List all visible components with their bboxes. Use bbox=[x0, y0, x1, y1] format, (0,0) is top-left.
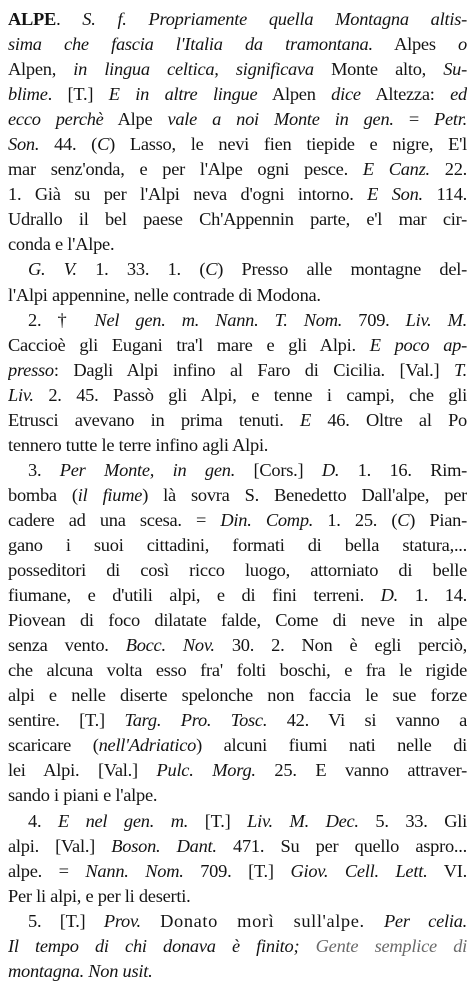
entry-text-segment: 1. 33. 1. ( bbox=[76, 259, 206, 280]
entry-text-segment: alpi e nelle diserte spelonche non faccia le sue forze bbox=[8, 685, 467, 706]
entry-text-segment: 42. Vi si vanno a bbox=[267, 710, 467, 731]
entry-text-segment: Boson. Dant. bbox=[111, 835, 217, 856]
entry-text-segment: ed bbox=[450, 84, 467, 105]
entry-line bbox=[8, 433, 467, 458]
entry-line bbox=[8, 683, 467, 708]
entry-text-segment: G. V. bbox=[28, 259, 77, 280]
entry-text-segment: Nel gen. m. Nann. T. Nom. bbox=[94, 309, 343, 330]
entry-text-segment: Liv. M. bbox=[405, 309, 467, 330]
entry-text-segment: alpi. [Val.] bbox=[8, 835, 112, 856]
entry-line bbox=[8, 308, 467, 333]
entry-text-segment: gano i suoi cittadini, formati di bella statura,... bbox=[8, 534, 467, 555]
entry-text-segment: C bbox=[205, 259, 218, 280]
entry-text-segment: ) Lasso, le nevi fien tiepide e nigre, E'l bbox=[109, 134, 467, 155]
entry-line bbox=[8, 483, 467, 508]
entry-text-segment: 709. [T.] bbox=[183, 860, 291, 881]
entry-text-segment: ) alcuni fiumi nati nelle di bbox=[196, 735, 467, 756]
entry-text-segment: tennero tutte le terre infino agli Alpi. bbox=[8, 434, 269, 455]
entry-text-segment: Per celia. bbox=[383, 910, 467, 931]
entry-line bbox=[8, 884, 467, 909]
entry-text-segment: Liv. bbox=[8, 384, 34, 405]
entry-text-segment: . [T.] bbox=[47, 84, 109, 105]
entry-text-segment: 4. bbox=[28, 810, 58, 831]
entry-text-segment: Din. Comp. bbox=[220, 509, 314, 530]
entry-text-segment: Targ. Pro. Tosc. bbox=[124, 710, 268, 731]
entry-text-segment: Alpe bbox=[103, 109, 168, 130]
entry-text-segment: sentire. [T.] bbox=[8, 710, 125, 731]
entry-text-segment: Pulc. Morg. bbox=[156, 760, 256, 781]
entry-text-segment: sando i piani e l'alpe. bbox=[8, 785, 158, 806]
entry-text-segment: Petr. bbox=[434, 109, 467, 130]
entry-line bbox=[8, 633, 467, 658]
entry-text-segment: dice bbox=[331, 84, 361, 105]
entry-text-segment: Donato morì sull'alpe. bbox=[140, 910, 384, 931]
entry-text-segment: E in altre lingue bbox=[108, 84, 258, 105]
entry-line bbox=[8, 32, 467, 57]
entry-text-segment: T. bbox=[454, 359, 467, 380]
entry-line bbox=[8, 558, 467, 583]
entry-text-segment: 1. 16. Rim- bbox=[339, 459, 467, 480]
entry-text-segment: E poco ap- bbox=[369, 334, 467, 355]
entry-text-segment: montagna. Non usit. bbox=[8, 960, 153, 981]
entry-text-segment: C bbox=[397, 509, 410, 530]
entry-text-segment: Prov. bbox=[103, 910, 141, 931]
entry-text-segment: 25. E vanno attraver- bbox=[255, 760, 467, 781]
entry-text-segment: : Dagli Alpi infino al Faro di Cicilia. [Val.] bbox=[53, 359, 455, 380]
headword: ALPE bbox=[8, 9, 57, 29]
entry-line bbox=[8, 458, 467, 483]
entry-text-segment: sima che fascia l'Italia da tramontana. bbox=[8, 34, 373, 55]
entry-line bbox=[8, 408, 467, 433]
entry-line bbox=[8, 859, 467, 884]
entry-line bbox=[8, 834, 467, 859]
entry-text-segment: Liv. M. Dec. bbox=[247, 810, 359, 831]
entry-text-segment: 2. † bbox=[28, 309, 95, 330]
entry-text-segment: 30. 2. Non è egli perciò, bbox=[214, 635, 467, 656]
entry-text-segment: Alpen, bbox=[8, 59, 74, 80]
entry-line bbox=[8, 82, 467, 107]
entry-text-segment: 471. Su per quello aspro... bbox=[216, 835, 467, 856]
entry-text-segment: D. bbox=[380, 585, 399, 606]
entry-text-segment: Caccioè gli Eugani tra'l mare e gli Alpi. bbox=[8, 334, 370, 355]
entry-text-segment: [Cors.] bbox=[235, 459, 322, 480]
entry-text-segment: in lingua celtica, significava bbox=[73, 59, 314, 80]
entry-text-segment: C bbox=[97, 134, 110, 155]
entry-text-segment: Udrallo il bel paese Ch'Appennin parte, e'l mar cir- bbox=[8, 209, 467, 230]
entry-line bbox=[8, 608, 467, 633]
entry-text-segment: Il tempo di chi donava è finito; bbox=[8, 935, 316, 956]
entry-text-segment: E bbox=[299, 409, 311, 430]
entry-text-segment: 1. Già su per l'Alpi neva d'ogni intorno. bbox=[8, 184, 368, 205]
entry-text-segment: 1. 25. ( bbox=[313, 509, 398, 530]
entry-text-segment: presso bbox=[8, 359, 54, 380]
entry-line bbox=[8, 533, 467, 558]
entry-line bbox=[8, 583, 467, 608]
entry-text-segment: bomba ( bbox=[8, 484, 78, 505]
entry-text-segment: Gente semplice di bbox=[315, 935, 467, 956]
entry-text-segment: Son. bbox=[8, 134, 40, 155]
entry-text-segment: ) Pian- bbox=[409, 509, 467, 530]
entry-line bbox=[8, 283, 467, 308]
entry-text-segment: Su- bbox=[443, 59, 467, 80]
entry-line bbox=[8, 733, 467, 758]
entry-line bbox=[8, 207, 467, 232]
dictionary-entry-alpe bbox=[8, 7, 467, 984]
entry-text-segment: nell'Adriatico bbox=[98, 735, 197, 756]
entry-text-segment: che alcuna volta esso fra' folti boschi, e fra le rigide bbox=[8, 660, 467, 681]
entry-text-segment: Alpen bbox=[257, 84, 332, 105]
entry-line bbox=[8, 182, 467, 207]
entry-text-segment: 5. [T.] bbox=[28, 910, 104, 931]
entry-text-segment: Per li alpi, e per li deserti. bbox=[8, 885, 191, 906]
entry-text-segment: ) là sovra S. Benedetto Dall'alpe, per bbox=[142, 484, 467, 505]
entry-line bbox=[8, 383, 467, 408]
entry-text-segment: 5. 33. Gli bbox=[358, 810, 467, 831]
entry-text-segment: ecco perchè bbox=[8, 109, 104, 130]
entry-text-segment: mar senz'onda, e per l'Alpe ogni pesce. bbox=[8, 159, 363, 180]
entry-text-segment: Piovean di foco dilatate falde, Come di neve in alpe bbox=[8, 610, 467, 631]
entry-text-segment: 1. 14. bbox=[398, 585, 467, 606]
entry-line bbox=[8, 232, 467, 257]
entry-line bbox=[8, 107, 467, 132]
entry-line bbox=[8, 934, 467, 959]
entry-line bbox=[8, 783, 467, 808]
entry-text-segment: S. f. Propriamente quella Montagna altis- bbox=[82, 9, 467, 29]
entry-text-segment: E nel gen. m. bbox=[57, 810, 189, 831]
entry-line bbox=[8, 758, 467, 783]
entry-text-segment: 44. ( bbox=[39, 134, 98, 155]
entry-line bbox=[8, 333, 467, 358]
entry-line bbox=[8, 132, 467, 157]
entry-text-segment: 114. bbox=[422, 184, 467, 205]
entry-line bbox=[8, 658, 467, 683]
entry-text-segment: fiumane, e d'utili alpi, e di fini terreni. bbox=[8, 585, 381, 606]
entry-text-segment: alpe. = bbox=[8, 860, 86, 881]
entry-text-segment: . bbox=[56, 9, 83, 29]
entry-text-segment: 2. 45. Passò gli Alpi, e tenne i campi, che gli bbox=[33, 384, 467, 405]
entry-line bbox=[8, 909, 467, 934]
entry-text-segment: Monte alto, bbox=[313, 59, 444, 80]
entry-text-segment: Nann. Nom. bbox=[85, 860, 184, 881]
entry-text-segment: 3. bbox=[28, 459, 60, 480]
entry-text-segment: senza vento. bbox=[8, 635, 126, 656]
entry-line bbox=[8, 57, 467, 82]
entry-line bbox=[8, 157, 467, 182]
entry-text-segment: 46. Oltre al Po bbox=[310, 409, 467, 430]
entry-text-segment: 22. bbox=[429, 159, 467, 180]
entry-line bbox=[8, 257, 467, 282]
entry-text-segment: [T.] bbox=[188, 810, 248, 831]
entry-text-segment: posseditori di così ricco luogo, attorniato di belle bbox=[8, 560, 467, 581]
entry-text-segment: VI. bbox=[427, 860, 467, 881]
entry-line bbox=[8, 809, 467, 834]
entry-text-segment: cadere ad una scesa. = bbox=[8, 509, 221, 530]
entry-text-segment: Altezza: bbox=[360, 84, 451, 105]
entry-line bbox=[8, 708, 467, 733]
entry-text-segment: Etrusci avevano in prima tenuti. bbox=[8, 409, 300, 430]
entry-text-segment: 709. bbox=[342, 309, 406, 330]
entry-text-segment: blime bbox=[8, 84, 48, 105]
entry-text-segment: l'Alpi appennine, nelle contrade di Modona. bbox=[8, 284, 321, 305]
entry-text-segment: D. bbox=[321, 459, 340, 480]
entry-line bbox=[8, 7, 467, 32]
entry-text-segment: Alpes bbox=[372, 34, 459, 55]
entry-text-segment: scaricare ( bbox=[8, 735, 99, 756]
entry-text-segment: Bocc. Nov. bbox=[125, 635, 215, 656]
entry-text-segment: vale a noi Monte in gen. bbox=[167, 109, 394, 130]
entry-line bbox=[8, 959, 467, 984]
entry-text-segment: Giov. Cell. Lett. bbox=[290, 860, 428, 881]
entry-text-segment: Per Monte, in gen. bbox=[59, 459, 236, 480]
entry-text-segment: conda e l'Alpe. bbox=[8, 234, 115, 255]
entry-text-segment: o bbox=[458, 34, 467, 55]
entry-text-segment: = bbox=[393, 109, 435, 130]
entry-line bbox=[8, 508, 467, 533]
entry-text-segment: lei Alpi. [Val.] bbox=[8, 760, 157, 781]
entry-text-segment: E Canz. bbox=[362, 159, 430, 180]
entry-text-segment: ) Presso alle montagne del- bbox=[217, 259, 467, 280]
entry-text-segment: il fiume bbox=[77, 484, 143, 505]
entry-text-segment: E Son. bbox=[367, 184, 423, 205]
entry-line bbox=[8, 358, 467, 383]
